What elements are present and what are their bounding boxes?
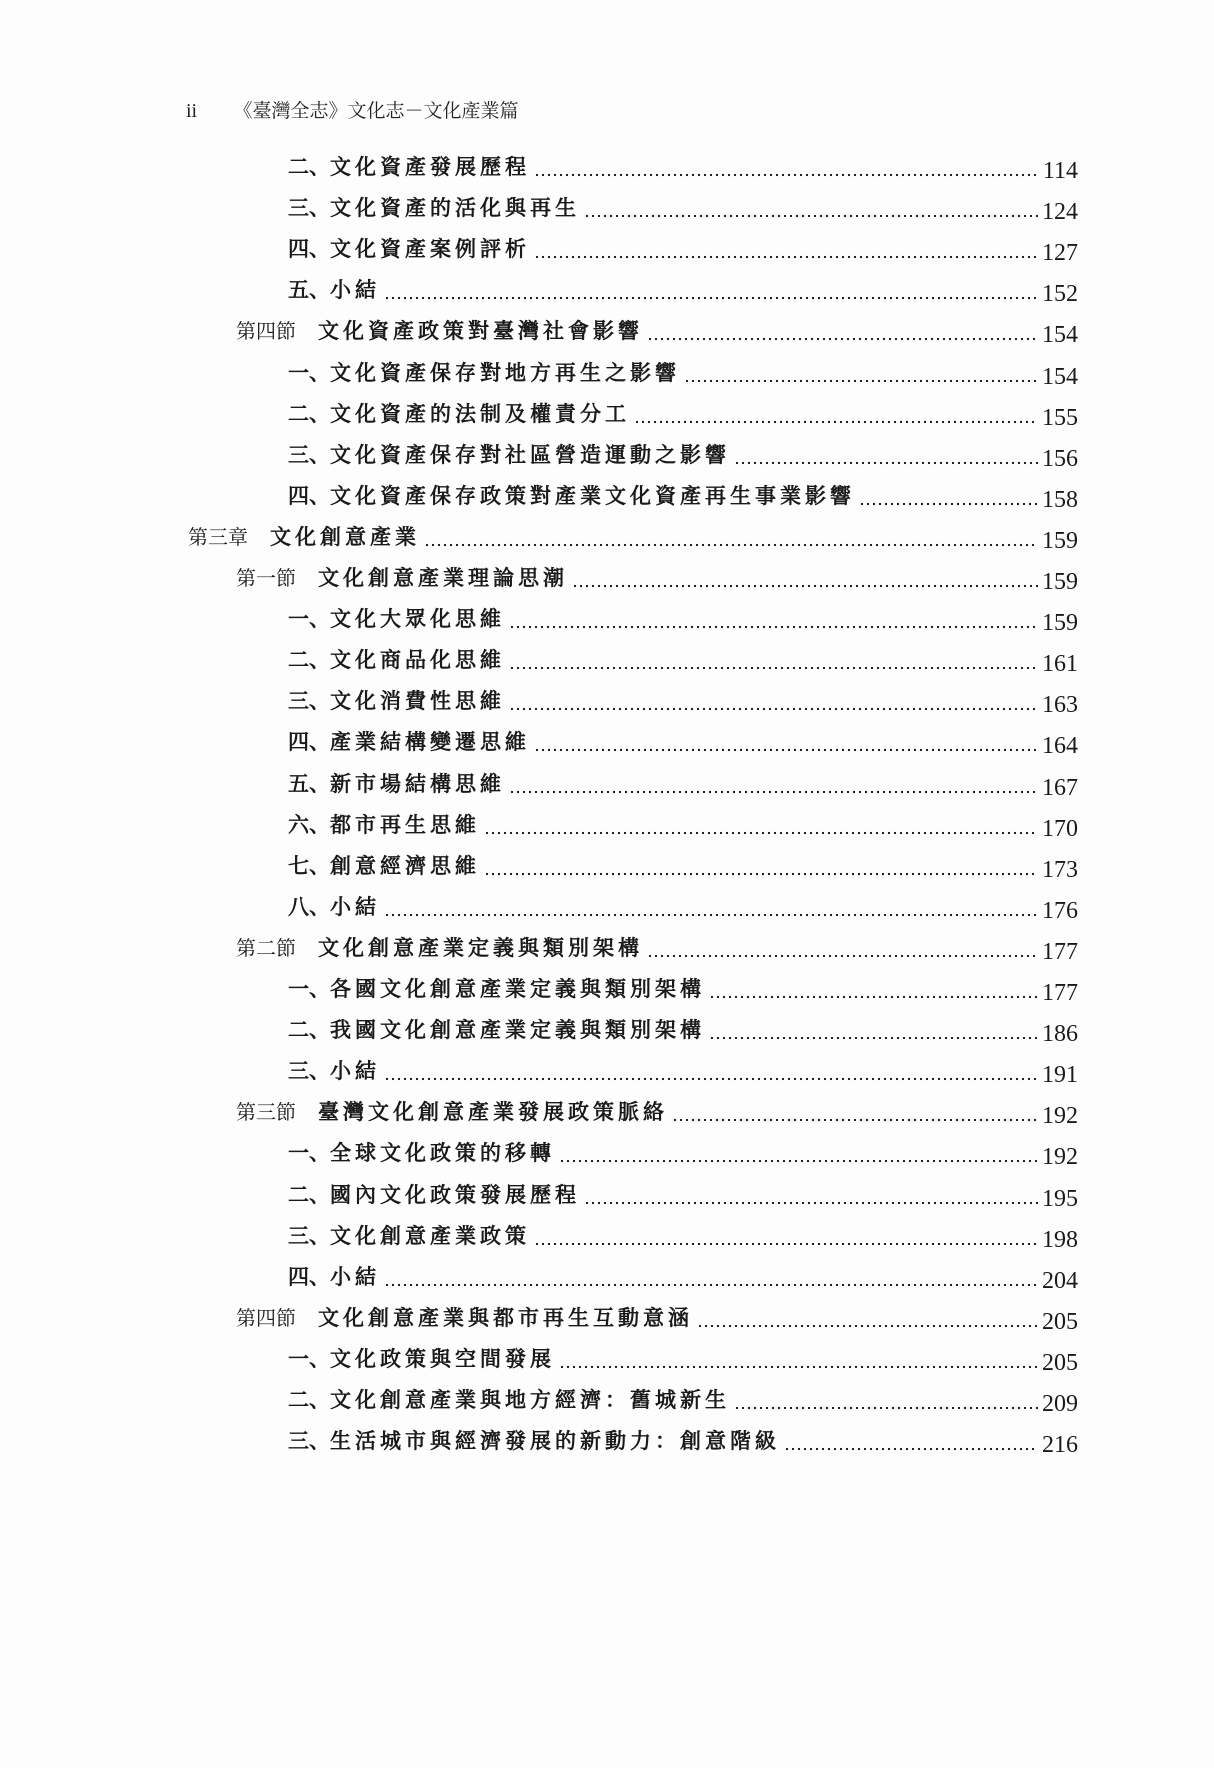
- toc-page-number: 192: [1042, 1103, 1078, 1130]
- toc-entry-number: 一、: [288, 976, 330, 1001]
- toc-entry-section[interactable]: [236, 1303, 1078, 1333]
- toc-entry-title: 文化政策與空間發展: [330, 1345, 555, 1371]
- toc-entry-title: 文化創意產業與都市再生互動意涵: [318, 1304, 693, 1330]
- toc-entry-number: 二、: [288, 154, 330, 179]
- toc-entry-item[interactable]: [288, 1221, 1078, 1251]
- toc-entry-label: [288, 727, 530, 757]
- toc-entry-number: 二、: [288, 647, 330, 673]
- toc-entry-number: 第四節: [236, 1305, 296, 1330]
- toc-entry-label: [288, 440, 730, 470]
- toc-entry-title: 文化創意產業定義與類別架構: [318, 934, 643, 960]
- dot-leader: [384, 275, 1038, 305]
- toc-entry-label: [288, 193, 580, 223]
- toc-page-number: 204: [1042, 1267, 1078, 1294]
- toc-entry-label: [236, 563, 568, 593]
- dot-leader: [384, 1056, 1038, 1086]
- toc-entry-item[interactable]: [288, 1138, 1078, 1171]
- toc-page-number: 155: [1042, 404, 1078, 431]
- toc-entry-number: 四、: [288, 1263, 330, 1289]
- toc-entry-title: 文化資產保存對地方再生之影響: [330, 359, 680, 385]
- toc-entry-label: [288, 892, 380, 922]
- toc-entry-title: 文化創意產業: [270, 523, 420, 549]
- toc-entry-number: 五、: [288, 770, 330, 796]
- toc-entry-item[interactable]: [288, 686, 1078, 719]
- toc-page-number: 159: [1042, 569, 1078, 595]
- toc-entry-title: 小結: [330, 893, 380, 919]
- toc-page-number: 152: [1042, 281, 1078, 308]
- toc-page-number: 192: [1042, 1144, 1078, 1171]
- dot-leader: [484, 851, 1038, 881]
- toc-entry-number: 第一節: [236, 566, 296, 590]
- toc-entry-title: 文化創意產業理論思潮: [318, 565, 568, 590]
- dot-leader: [509, 769, 1038, 799]
- dot-leader: [424, 522, 1038, 552]
- toc-page-number: 209: [1042, 1391, 1078, 1417]
- toc-entry-number: 七、: [288, 852, 330, 878]
- toc-page-number: 198: [1042, 1226, 1078, 1253]
- toc-entry-label: [288, 1015, 705, 1045]
- toc-entry-number: 四、: [288, 236, 330, 262]
- toc-entry-label: [288, 604, 505, 634]
- toc-entry-label: [288, 1221, 530, 1251]
- dot-leader: [484, 810, 1038, 840]
- toc-entry-number: 三、: [288, 1222, 330, 1248]
- toc-entry-label: [188, 522, 420, 552]
- dot-leader: [734, 1385, 1038, 1415]
- toc-entry-item[interactable]: [288, 1344, 1078, 1374]
- toc-entry-number: 一、: [288, 606, 330, 632]
- dot-leader: [509, 604, 1038, 634]
- toc-page-number: 159: [1042, 527, 1078, 554]
- dot-leader: [734, 440, 1038, 470]
- toc-page-number: 170: [1042, 815, 1078, 842]
- toc-entry-title: 都市再生思維: [330, 811, 480, 837]
- toc-page-number: 177: [1042, 938, 1078, 965]
- toc-page-number: 124: [1042, 199, 1078, 226]
- toc-page-number: 167: [1042, 774, 1078, 801]
- toc-entry-number: 第三章: [188, 524, 248, 549]
- dot-leader: [384, 1262, 1038, 1292]
- toc-entry-item[interactable]: [288, 1385, 1078, 1415]
- dot-leader: [534, 234, 1038, 264]
- dot-leader: [534, 152, 1038, 182]
- toc-entry-label: [288, 645, 505, 675]
- toc-entry-label: [288, 1385, 730, 1415]
- toc-entry-item[interactable]: [288, 851, 1078, 881]
- toc-entry-title: 我國文化創意產業定義與類別架構: [330, 1017, 705, 1043]
- toc-entry-number: 二、: [288, 1017, 330, 1043]
- toc-page-number: 161: [1042, 651, 1078, 678]
- dot-leader: [672, 1097, 1038, 1127]
- toc-entry-title: 國內文化政策發展歷程: [330, 1181, 580, 1207]
- toc-entry-title: 文化資產保存對社區營造運動之影響: [330, 441, 730, 467]
- dot-leader: [559, 1344, 1038, 1374]
- dot-leader: [534, 727, 1038, 757]
- dot-leader: [697, 1303, 1038, 1333]
- toc-entry-item[interactable]: [288, 275, 1078, 308]
- toc-entry-number: 三、: [288, 195, 330, 221]
- toc-entry-label: [288, 851, 480, 881]
- toc-entry-label: [288, 769, 505, 799]
- dot-leader: [384, 892, 1038, 922]
- toc-entry-title: 小結: [330, 1263, 380, 1289]
- toc-page-number: 154: [1042, 363, 1078, 390]
- toc-entry-title: 文化資產保存政策對產業文化資產再生事業影響: [330, 482, 855, 508]
- toc-entry-label: [288, 1180, 580, 1210]
- toc-entry-label: [288, 686, 505, 716]
- book-title: 《臺灣全志》文化志－文化產業篇: [233, 100, 519, 122]
- toc-entry-label: [236, 933, 643, 963]
- toc-entry-label: [288, 1426, 780, 1456]
- toc-entry-number: 第四節: [236, 319, 296, 344]
- toc-entry-item[interactable]: [288, 974, 1078, 1004]
- toc-page-number: 164: [1042, 733, 1078, 760]
- toc-entry-number: 第三節: [236, 1100, 296, 1125]
- dot-leader: [709, 1015, 1038, 1045]
- toc-entry-item[interactable]: [288, 1180, 1078, 1210]
- dot-leader: [634, 399, 1038, 429]
- toc-entry-label: [288, 1138, 555, 1168]
- toc-entry-chapter[interactable]: [188, 522, 1078, 552]
- toc-entry-label: [288, 152, 530, 182]
- toc-entry-number: 三、: [288, 1428, 330, 1454]
- toc-page-number: 127: [1042, 240, 1078, 267]
- dot-leader: [572, 563, 1038, 593]
- toc-entry-number: 三、: [288, 1058, 330, 1084]
- toc-entry-item[interactable]: [288, 1426, 1078, 1459]
- toc-entry-title: 文化創意產業與地方經濟：舊城新生: [330, 1387, 730, 1412]
- toc-page-number: 163: [1042, 692, 1078, 719]
- toc-entry-number: 六、: [288, 811, 330, 837]
- dot-leader: [684, 358, 1038, 388]
- toc-entry-title: 文化大眾化思維: [330, 606, 505, 632]
- toc-entry-label: [236, 1097, 668, 1127]
- dot-leader: [509, 686, 1038, 716]
- toc-entry-section[interactable]: [236, 563, 1078, 593]
- dot-leader: [584, 193, 1038, 223]
- toc-entry-number: 一、: [288, 1140, 330, 1166]
- dot-leader: [534, 1221, 1038, 1251]
- dot-leader: [647, 933, 1038, 963]
- toc-entry-item[interactable]: [288, 399, 1078, 429]
- toc-entry-item[interactable]: [288, 358, 1078, 388]
- toc-entry-label: [288, 275, 380, 305]
- toc-entry-title: 文化資產的活化與再生: [330, 195, 580, 221]
- toc-page-number: 176: [1042, 897, 1078, 924]
- toc-entry-item[interactable]: [288, 481, 1078, 511]
- toc-entry-label: [288, 810, 480, 840]
- toc-entry-item[interactable]: [288, 604, 1078, 637]
- toc-entry-label: [288, 399, 630, 429]
- toc-page-number: 205: [1042, 1308, 1078, 1335]
- toc-page-number: 177: [1042, 980, 1078, 1006]
- toc-entry-number: 四、: [288, 482, 330, 508]
- dot-leader: [784, 1426, 1038, 1456]
- toc-entry-title: 文化消費性思維: [330, 688, 505, 714]
- toc-entry-number: 一、: [288, 359, 330, 385]
- toc-entry-label: [288, 974, 705, 1004]
- toc-entry-number: 四、: [288, 729, 330, 755]
- toc-entry-label: [288, 1262, 380, 1292]
- toc-page-number: 186: [1042, 1021, 1078, 1048]
- toc-entry-title: 文化資產的法制及權責分工: [330, 400, 630, 426]
- toc-entry-title: 文化商品化思維: [330, 647, 505, 673]
- toc-entry-title: 文化資產案例評析: [330, 236, 530, 262]
- toc-page-number: 205: [1042, 1349, 1078, 1376]
- toc-entry-title: 產業結構變遷思維: [330, 729, 530, 755]
- toc-entry-number: 三、: [288, 441, 330, 467]
- dot-leader: [559, 1138, 1038, 1168]
- toc-entry-title: 各國文化創意產業定義與類別架構: [330, 976, 705, 1001]
- dot-leader: [647, 316, 1038, 346]
- dot-leader: [709, 974, 1038, 1004]
- toc-entry-number: 八、: [288, 893, 330, 919]
- toc-page-number: 216: [1042, 1432, 1078, 1459]
- toc-entry-title: 全球文化政策的移轉: [330, 1140, 555, 1166]
- toc-entry-section[interactable]: [236, 1097, 1078, 1130]
- toc-entry-item[interactable]: [288, 1015, 1078, 1048]
- toc-entry-title: 創意經濟思維: [330, 852, 480, 878]
- toc-entry-item[interactable]: [288, 769, 1078, 799]
- toc-entry-label: [236, 316, 643, 346]
- toc-entry-item[interactable]: [288, 440, 1078, 470]
- toc-entry-label: [288, 481, 855, 511]
- toc-entry-title: 文化創意產業政策: [330, 1222, 530, 1248]
- toc-entry-title: 新市場結構思維: [330, 770, 505, 796]
- running-header: [186, 96, 519, 125]
- toc-entry-item[interactable]: [288, 1056, 1078, 1089]
- toc-entry-title: 生活城市與經濟發展的新動力：創意階級: [330, 1428, 780, 1454]
- toc-entry-item[interactable]: [288, 1262, 1078, 1292]
- toc-page-number: 158: [1042, 486, 1078, 513]
- toc-entry-number: 二、: [288, 400, 330, 426]
- dot-leader: [509, 645, 1038, 675]
- toc-entry-label: [288, 234, 530, 264]
- toc-page-number: 114: [1042, 158, 1078, 184]
- toc-entry-number: 一、: [288, 1345, 330, 1371]
- dot-leader: [584, 1180, 1038, 1210]
- toc-entry-section[interactable]: [236, 316, 1078, 349]
- toc-page-number: 156: [1042, 445, 1078, 472]
- dot-leader: [859, 481, 1038, 511]
- toc-entry-item[interactable]: [288, 810, 1078, 840]
- toc-entry-item[interactable]: [288, 234, 1078, 267]
- toc-entry-label: [288, 358, 680, 388]
- toc-entry-label: [288, 1056, 380, 1086]
- toc-entry-number: 五、: [288, 277, 330, 303]
- toc-page-number: 154: [1042, 322, 1078, 349]
- toc-page-number: 173: [1042, 856, 1078, 883]
- toc-entry-label: [236, 1303, 693, 1333]
- toc-entry-title: 小結: [330, 277, 380, 303]
- toc-entry-title: 小結: [330, 1058, 380, 1084]
- toc-page-number: 195: [1042, 1185, 1078, 1212]
- toc-entry-item[interactable]: [288, 152, 1078, 182]
- toc-entry-label: [288, 1344, 555, 1374]
- toc-entry-number: 三、: [288, 688, 330, 714]
- toc-entry-section[interactable]: [236, 933, 1078, 963]
- toc-entry-item[interactable]: [288, 645, 1078, 678]
- toc-entry-item[interactable]: [288, 892, 1078, 922]
- page-folio: ii: [186, 100, 198, 122]
- toc-entry-title: 臺灣文化創意產業發展政策脈絡: [318, 1099, 668, 1125]
- toc-entry-number: 第二節: [236, 935, 296, 960]
- toc-entry-item[interactable]: [288, 727, 1078, 760]
- toc-entry-number: 二、: [288, 1387, 330, 1412]
- toc-page-number: 159: [1042, 610, 1078, 637]
- toc-entry-title: 文化資產發展歷程: [330, 154, 530, 179]
- toc-entry-item[interactable]: [288, 193, 1078, 226]
- toc-entry-number: 二、: [288, 1181, 330, 1207]
- toc-page-number: 191: [1042, 1062, 1078, 1089]
- toc-entry-title: 文化資產政策對臺灣社會影響: [318, 318, 643, 344]
